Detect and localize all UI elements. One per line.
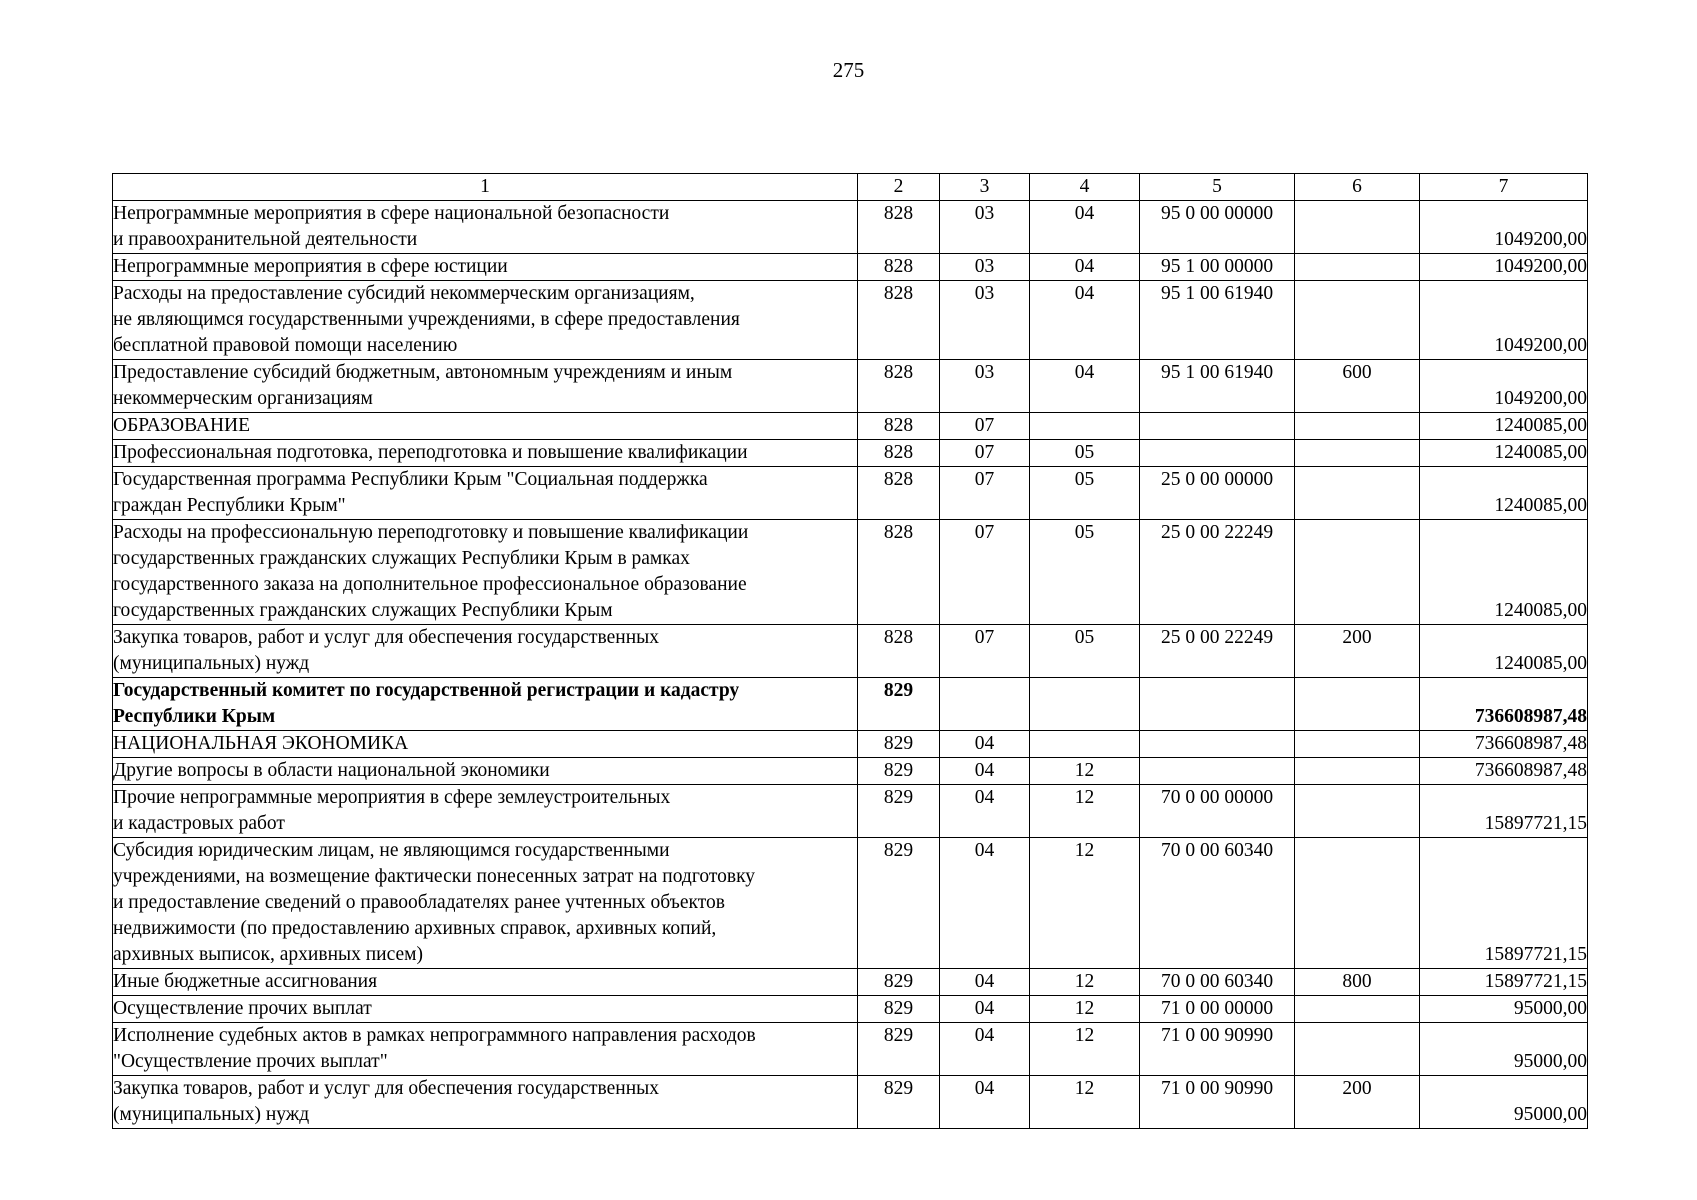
row-subsection-code: 04: [1030, 281, 1140, 360]
row-description: Расходы на предоставление субсидий некоммерческим организациям, не являющимся государственными учреждениями, в сфере предоставления бесплатной правовой помощи населению: [113, 281, 858, 360]
row-section-code: 04: [940, 731, 1030, 758]
row-expense-type: [1295, 254, 1420, 281]
row-grbs-code: 828: [858, 254, 940, 281]
table-row: [113, 201, 1588, 254]
row-description: Государственная программа Республики Крым "Социальная поддержка граждан Республики Крым": [113, 467, 858, 520]
row-target-article: [1140, 440, 1295, 467]
row-grbs-code: 829: [858, 731, 940, 758]
column-header: 5: [1140, 174, 1295, 201]
row-grbs-code: 829: [858, 678, 940, 731]
row-section-code: 04: [940, 1023, 1030, 1076]
row-section-code: [940, 678, 1030, 731]
row-description: Субсидия юридическим лицам, не являющимся государственными учреждениями, на возмещение фактически понесенных затрат на подготовку и предоставление сведений о правообладателях ранее учтенных объектов недвижимости (по предоставлению архивных справок, архивных копий, архивных выписок, архивных писем): [113, 838, 858, 969]
row-subsection-code: [1030, 731, 1140, 758]
column-header: 4: [1030, 174, 1140, 201]
row-expense-type: [1295, 1023, 1420, 1076]
table-row: [113, 969, 1588, 996]
row-subsection-code: [1030, 678, 1140, 731]
row-target-article: [1140, 413, 1295, 440]
row-section-code: 04: [940, 838, 1030, 969]
row-subsection-code: 04: [1030, 201, 1140, 254]
row-grbs-code: 829: [858, 1076, 940, 1129]
row-expense-type: [1295, 281, 1420, 360]
row-section-code: 04: [940, 758, 1030, 785]
table-row: [113, 785, 1588, 838]
row-target-article: 70 0 00 60340: [1140, 969, 1295, 996]
row-amount: 1240085,00: [1420, 520, 1588, 625]
row-description: Государственный комитет по государственной регистрации и кадастру Республики Крым: [113, 678, 858, 731]
row-grbs-code: 829: [858, 1023, 940, 1076]
column-header: 7: [1420, 174, 1588, 201]
row-grbs-code: 829: [858, 785, 940, 838]
row-amount: 1240085,00: [1420, 440, 1588, 467]
row-grbs-code: 828: [858, 281, 940, 360]
row-section-code: 03: [940, 360, 1030, 413]
row-section-code: 03: [940, 254, 1030, 281]
table-row: [113, 413, 1588, 440]
table-row: [113, 758, 1588, 785]
row-expense-type: [1295, 838, 1420, 969]
row-section-code: 04: [940, 969, 1030, 996]
row-amount: 1049200,00: [1420, 360, 1588, 413]
row-grbs-code: 828: [858, 467, 940, 520]
row-grbs-code: 829: [858, 969, 940, 996]
row-amount: 95000,00: [1420, 1076, 1588, 1129]
column-header: 2: [858, 174, 940, 201]
row-grbs-code: 829: [858, 838, 940, 969]
row-target-article: 71 0 00 90990: [1140, 1023, 1295, 1076]
row-description: Закупка товаров, работ и услуг для обеспечения государственных (муниципальных) нужд: [113, 1076, 858, 1129]
column-header: 3: [940, 174, 1030, 201]
table-row: [113, 996, 1588, 1023]
row-subsection-code: 12: [1030, 785, 1140, 838]
row-amount: 15897721,15: [1420, 969, 1588, 996]
table-row: [113, 838, 1588, 969]
row-expense-type: [1295, 678, 1420, 731]
row-description: Исполнение судебных актов в рамках непрограммного направления расходов "Осуществление прочих выплат": [113, 1023, 858, 1076]
row-expense-type: [1295, 201, 1420, 254]
row-expense-type: [1295, 467, 1420, 520]
row-expense-type: [1295, 785, 1420, 838]
row-subsection-code: 05: [1030, 625, 1140, 678]
row-subsection-code: 12: [1030, 1076, 1140, 1129]
row-amount: 1240085,00: [1420, 467, 1588, 520]
row-description: НАЦИОНАЛЬНАЯ ЭКОНОМИКА: [113, 731, 858, 758]
table-row: [113, 440, 1588, 467]
row-description: Предоставление субсидий бюджетным, автономным учреждениям и иным некоммерческим организациям: [113, 360, 858, 413]
row-amount: 15897721,15: [1420, 838, 1588, 969]
row-description: Непрограммные мероприятия в сфере юстиции: [113, 254, 858, 281]
table-row: [113, 731, 1588, 758]
page-number: 275: [832, 58, 865, 82]
row-subsection-code: [1030, 413, 1140, 440]
row-target-article: [1140, 758, 1295, 785]
row-description: Другие вопросы в области национальной экономики: [113, 758, 858, 785]
row-section-code: 07: [940, 440, 1030, 467]
row-target-article: 95 0 00 00000: [1140, 201, 1295, 254]
row-target-article: 25 0 00 22249: [1140, 625, 1295, 678]
row-description: Осуществление прочих выплат: [113, 996, 858, 1023]
row-subsection-code: 05: [1030, 440, 1140, 467]
row-target-article: 95 1 00 61940: [1140, 360, 1295, 413]
row-section-code: 07: [940, 625, 1030, 678]
row-section-code: 04: [940, 1076, 1030, 1129]
row-grbs-code: 828: [858, 440, 940, 467]
row-amount: 1049200,00: [1420, 281, 1588, 360]
table-row: [113, 1023, 1588, 1076]
row-description: Иные бюджетные ассигнования: [113, 969, 858, 996]
row-amount: 736608987,48: [1420, 758, 1588, 785]
row-target-article: [1140, 678, 1295, 731]
row-description: Закупка товаров, работ и услуг для обеспечения государственных (муниципальных) нужд: [113, 625, 858, 678]
column-header: 6: [1295, 174, 1420, 201]
row-expense-type: [1295, 413, 1420, 440]
row-amount: 1049200,00: [1420, 201, 1588, 254]
row-expense-type: [1295, 758, 1420, 785]
row-target-article: 70 0 00 60340: [1140, 838, 1295, 969]
row-expense-type: [1295, 731, 1420, 758]
table-row: [113, 360, 1588, 413]
row-subsection-code: 05: [1030, 520, 1140, 625]
row-amount: 1240085,00: [1420, 625, 1588, 678]
table-row: [113, 520, 1588, 625]
column-header: 1: [113, 174, 858, 201]
row-target-article: 25 0 00 00000: [1140, 467, 1295, 520]
row-grbs-code: 828: [858, 520, 940, 625]
row-amount: 15897721,15: [1420, 785, 1588, 838]
row-target-article: 25 0 00 22249: [1140, 520, 1295, 625]
table-header-row: [113, 174, 1588, 201]
row-subsection-code: 04: [1030, 254, 1140, 281]
row-grbs-code: 828: [858, 413, 940, 440]
row-target-article: 71 0 00 90990: [1140, 1076, 1295, 1129]
row-amount: 95000,00: [1420, 996, 1588, 1023]
row-subsection-code: 04: [1030, 360, 1140, 413]
row-description: Непрограммные мероприятия в сфере национальной безопасности и правоохранительной деятельности: [113, 201, 858, 254]
row-amount: 1049200,00: [1420, 254, 1588, 281]
row-section-code: 03: [940, 281, 1030, 360]
table-row: [113, 678, 1588, 731]
row-section-code: 04: [940, 785, 1030, 838]
row-expense-type: [1295, 440, 1420, 467]
row-subsection-code: 05: [1030, 467, 1140, 520]
table-row: [113, 1076, 1588, 1129]
row-grbs-code: 828: [858, 201, 940, 254]
row-expense-type: 200: [1295, 625, 1420, 678]
row-target-article: 95 1 00 61940: [1140, 281, 1295, 360]
row-amount: 1240085,00: [1420, 413, 1588, 440]
row-subsection-code: 12: [1030, 996, 1140, 1023]
row-section-code: 07: [940, 413, 1030, 440]
row-expense-type: 800: [1295, 969, 1420, 996]
row-target-article: [1140, 731, 1295, 758]
table-row: [113, 254, 1588, 281]
row-expense-type: 600: [1295, 360, 1420, 413]
row-target-article: 95 1 00 00000: [1140, 254, 1295, 281]
budget-table: [112, 173, 1588, 1129]
row-grbs-code: 828: [858, 625, 940, 678]
row-grbs-code: 829: [858, 758, 940, 785]
row-expense-type: [1295, 520, 1420, 625]
row-subsection-code: 12: [1030, 969, 1140, 996]
row-subsection-code: 12: [1030, 1023, 1140, 1076]
row-description: Прочие непрограммные мероприятия в сфере землеустроительных и кадастровых работ: [113, 785, 858, 838]
row-description: Расходы на профессиональную переподготовку и повышение квалификации государственных гражданских служащих Республики Крым в рамках государственного заказа на дополнительное профессиональное образование государственных гражданских служащих Республики Крым: [113, 520, 858, 625]
row-subsection-code: 12: [1030, 838, 1140, 969]
row-section-code: 03: [940, 201, 1030, 254]
row-section-code: 04: [940, 996, 1030, 1023]
row-section-code: 07: [940, 467, 1030, 520]
table-row: [113, 467, 1588, 520]
table-row: [113, 281, 1588, 360]
row-amount: 95000,00: [1420, 1023, 1588, 1076]
row-amount: 736608987,48: [1420, 731, 1588, 758]
row-grbs-code: 828: [858, 360, 940, 413]
row-grbs-code: 829: [858, 996, 940, 1023]
row-section-code: 07: [940, 520, 1030, 625]
row-expense-type: 200: [1295, 1076, 1420, 1129]
row-description: Профессиональная подготовка, переподготовка и повышение квалификации: [113, 440, 858, 467]
row-target-article: 70 0 00 00000: [1140, 785, 1295, 838]
row-amount: 736608987,48: [1420, 678, 1588, 731]
row-expense-type: [1295, 996, 1420, 1023]
row-description: ОБРАЗОВАНИЕ: [113, 413, 858, 440]
table-row: [113, 625, 1588, 678]
row-subsection-code: 12: [1030, 758, 1140, 785]
row-target-article: 71 0 00 00000: [1140, 996, 1295, 1023]
